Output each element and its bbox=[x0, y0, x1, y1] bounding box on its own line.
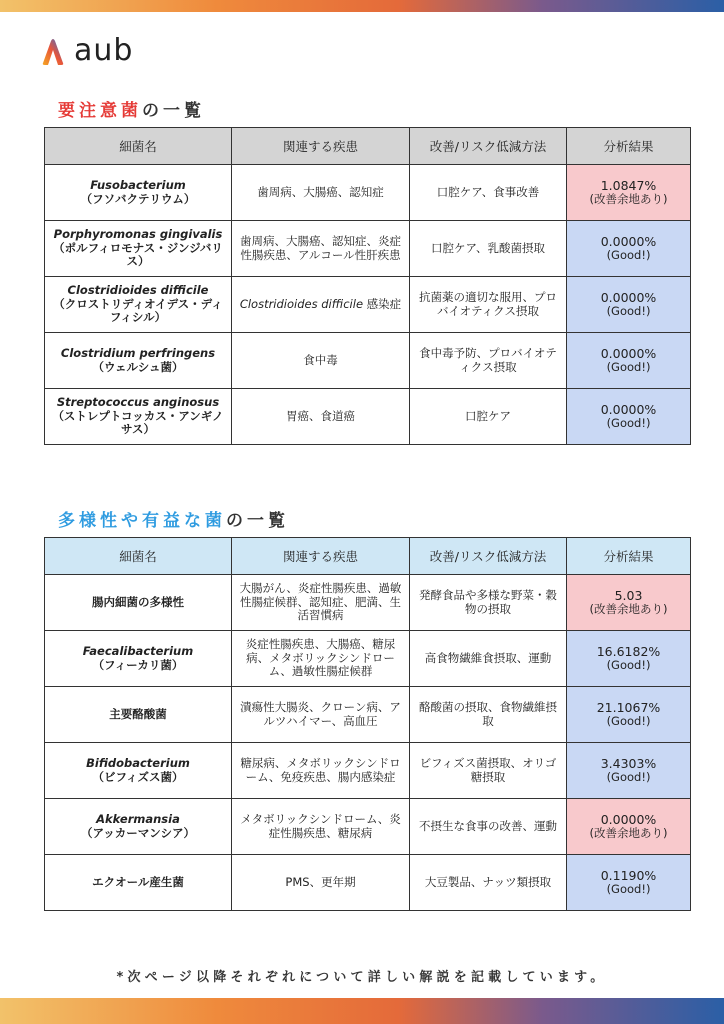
bacteria-name-cell: Streptococcus anginosus （ストレプトコッカス・アンギノサス） bbox=[45, 389, 232, 445]
result-cell: 16.6182% (Good!) bbox=[567, 631, 691, 687]
disease-cell: 胃癌、食道癌 bbox=[232, 389, 410, 445]
disease-cell: 歯周病、大腸癌、認知症、炎症性腸疾患、アルコール性肝疾患 bbox=[232, 221, 410, 277]
table-row bbox=[45, 855, 691, 911]
table-row bbox=[45, 631, 691, 687]
disease-cell: 食中毒 bbox=[232, 333, 410, 389]
bacteria-name-cell: Clostridium perfringens （ウェルシュ菌） bbox=[45, 333, 232, 389]
method-cell: 酪酸菌の摂取、食物繊維摂取 bbox=[410, 687, 567, 743]
result-cell: 0.0000% (Good!) bbox=[567, 221, 691, 277]
method-cell: ビフィズス菌摂取、オリゴ糖摂取 bbox=[410, 743, 567, 799]
section2-title-accent: 多様性や有益な菌 bbox=[58, 511, 226, 531]
section1-title-rest: の一覧 bbox=[142, 101, 205, 121]
method-cell: 口腔ケア bbox=[410, 389, 567, 445]
header-related-disease: 関連する疾患 bbox=[232, 128, 410, 165]
table-row bbox=[45, 333, 691, 389]
disease-cell: メタボリックシンドローム、炎症性腸疾患、糖尿病 bbox=[232, 799, 410, 855]
table-row bbox=[45, 687, 691, 743]
disease-cell: 大腸がん、炎症性腸疾患、過敏性腸症候群、認知症、肥満、生活習慣病 bbox=[232, 575, 410, 631]
method-cell: 高食物繊維食摂取、運動 bbox=[410, 631, 567, 687]
table-row bbox=[45, 165, 691, 221]
footnote: *次ページ以降それぞれについて詳しい解説を記載しています。 bbox=[116, 970, 608, 985]
result-cell: 3.4303% (Good!) bbox=[567, 743, 691, 799]
bacteria-name-cell: Akkermansia （アッカーマンシア） bbox=[45, 799, 232, 855]
result-cell: 21.1067% (Good!) bbox=[567, 687, 691, 743]
disease-cell: 潰瘍性大腸炎、クローン病、アルツハイマー、高血圧 bbox=[232, 687, 410, 743]
section1-title bbox=[58, 96, 205, 121]
table-row bbox=[45, 743, 691, 799]
disease-cell: Clostridioides difficile 感染症 bbox=[232, 277, 410, 333]
bacteria-name-cell: Porphyromonas gingivalis （ポルフィロモナス・ジンジバリス） bbox=[45, 221, 232, 277]
bacteria-name-cell: Fusobacterium （フソバクテリウム） bbox=[45, 165, 232, 221]
result-cell: 0.0000% (Good!) bbox=[567, 277, 691, 333]
aub-logo-icon bbox=[40, 37, 66, 65]
result-cell: 0.1190% (Good!) bbox=[567, 855, 691, 911]
result-cell: 0.0000% (Good!) bbox=[567, 389, 691, 445]
method-cell: 口腔ケア、乳酸菌摂取 bbox=[410, 221, 567, 277]
table-header-row bbox=[45, 538, 691, 575]
result-cell: 5.03 (改善余地あり) bbox=[567, 575, 691, 631]
bacteria-name-cell: 腸内細菌の多様性 bbox=[45, 575, 232, 631]
disease-cell: 炎症性腸疾患、大腸癌、糖尿病、メタボリックシンドローム、過敏性腸症候群 bbox=[232, 631, 410, 687]
method-cell: 食中毒予防、プロバイオティクス摂取 bbox=[410, 333, 567, 389]
header-bacteria-name: 細菌名 bbox=[45, 128, 232, 165]
caution-bacteria-table bbox=[44, 127, 691, 445]
disease-cell: PMS、更年期 bbox=[232, 855, 410, 911]
result-cell: 1.0847% (改善余地あり) bbox=[567, 165, 691, 221]
table-row bbox=[45, 277, 691, 333]
table-row bbox=[45, 221, 691, 277]
header-bacteria-name: 細菌名 bbox=[45, 538, 232, 575]
method-cell: 口腔ケア、食事改善 bbox=[410, 165, 567, 221]
header-result: 分析結果 bbox=[567, 538, 691, 575]
bacteria-name-cell: エクオール産生菌 bbox=[45, 855, 232, 911]
brand-name: aub bbox=[74, 33, 134, 68]
method-cell: 発酵食品や多様な野菜・穀物の摂取 bbox=[410, 575, 567, 631]
header-related-disease: 関連する疾患 bbox=[232, 538, 410, 575]
beneficial-bacteria-table bbox=[44, 537, 691, 911]
table-row bbox=[45, 575, 691, 631]
method-cell: 大豆製品、ナッツ類摂取 bbox=[410, 855, 567, 911]
section1-title-accent: 要注意菌 bbox=[58, 101, 142, 121]
bacteria-name-cell: Faecalibacterium （フィーカリ菌） bbox=[45, 631, 232, 687]
bacteria-name-cell: Clostridioides difficile （クロストリディオイデス・ディフィシル） bbox=[45, 277, 232, 333]
bottom-gradient-bar bbox=[0, 998, 724, 1024]
table-row bbox=[45, 799, 691, 855]
result-cell: 0.0000% (改善余地あり) bbox=[567, 799, 691, 855]
disease-cell: 糖尿病、メタボリックシンドローム、免疫疾患、腸内感染症 bbox=[232, 743, 410, 799]
section2-title-rest: の一覧 bbox=[226, 511, 289, 531]
header-method: 改善/リスク低減方法 bbox=[410, 538, 567, 575]
bacteria-name-cell: 主要酪酸菌 bbox=[45, 687, 232, 743]
table-row bbox=[45, 389, 691, 445]
result-cell: 0.0000% (Good!) bbox=[567, 333, 691, 389]
bacteria-name-cell: Bifidobacterium （ビフィズス菌） bbox=[45, 743, 232, 799]
section2-title bbox=[58, 506, 289, 531]
header-method: 改善/リスク低減方法 bbox=[410, 128, 567, 165]
table-header-row bbox=[45, 128, 691, 165]
top-gradient-bar bbox=[0, 0, 724, 12]
method-cell: 不摂生な食事の改善、運動 bbox=[410, 799, 567, 855]
header-result: 分析結果 bbox=[567, 128, 691, 165]
method-cell: 抗菌薬の適切な服用、プロバイオティクス摂取 bbox=[410, 277, 567, 333]
disease-cell: 歯周病、大腸癌、認知症 bbox=[232, 165, 410, 221]
brand-logo[interactable] bbox=[40, 33, 134, 68]
